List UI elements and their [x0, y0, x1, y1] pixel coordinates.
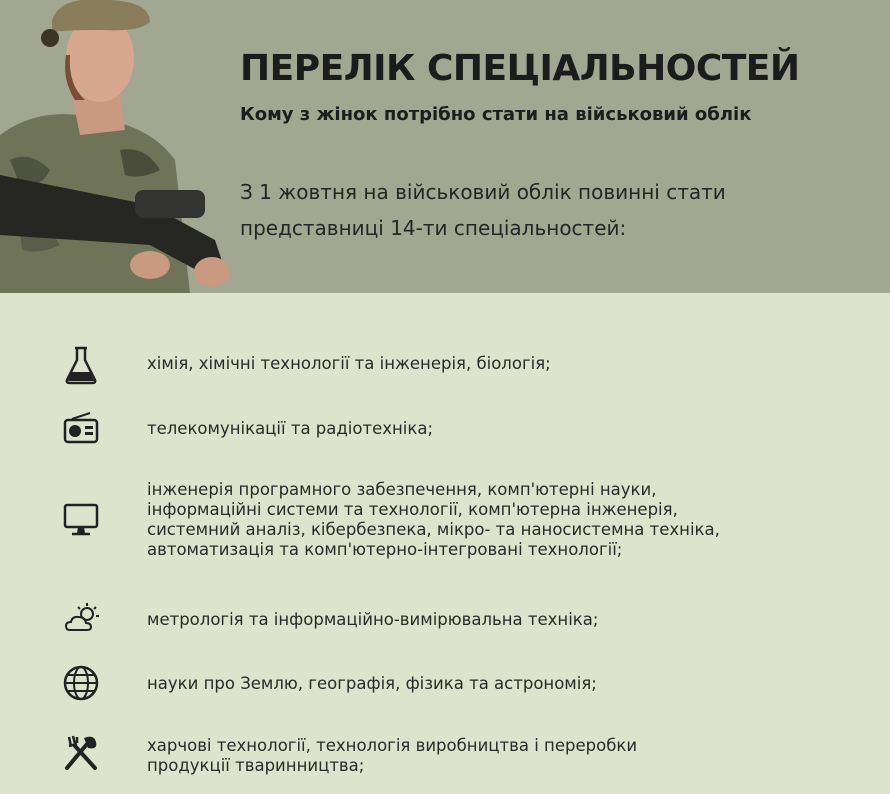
intro-text — [240, 174, 870, 246]
item-line: телекомунікації та радіотехніка; — [147, 419, 434, 438]
soldier-photo — [0, 0, 240, 293]
item-text — [147, 736, 867, 776]
globe-icon — [60, 662, 102, 704]
item-line: харчові технології, технологія виробництва і переробки — [147, 736, 638, 755]
item-line: автоматизація та комп'ютерно-інтегровані технології; — [147, 540, 623, 559]
item-line: системний аналіз, кібербезпека, мікро- та наносистемна техніка, — [147, 520, 720, 539]
item-line: науки про Землю, географія, фізика та астрономія; — [147, 674, 597, 693]
radio-icon — [60, 407, 102, 449]
item-text — [147, 610, 867, 630]
item-text — [147, 419, 867, 439]
item-line: метрологія та інформаційно-вимірювальна техніка; — [147, 610, 599, 629]
header-banner — [0, 0, 890, 293]
page-title: ПЕРЕЛІК СПЕЦІАЛЬНОСТЕЙ — [240, 48, 800, 89]
weather-icon — [60, 598, 102, 640]
cutlery-icon — [60, 732, 102, 774]
flask-icon — [60, 344, 102, 386]
intro-line: З 1 жовтня на військовий облік повинні стати — [240, 180, 726, 204]
item-line: продукції тваринництва; — [147, 756, 365, 775]
item-text — [147, 354, 867, 374]
item-line: інформаційні системи та технології, комп'ютерна інженерія, — [147, 500, 678, 519]
item-text — [147, 674, 867, 694]
item-text — [147, 480, 867, 560]
page-subtitle: Кому з жінок потрібно стати на військовий облік — [240, 104, 752, 125]
item-line: інженерія програмного забезпечення, комп'ютерні науки, — [147, 480, 657, 499]
monitor-icon — [60, 498, 102, 540]
item-line: хімія, хімічні технології та інженерія, біологія; — [147, 354, 551, 373]
intro-line: представниці 14-ти спеціальностей: — [240, 216, 627, 240]
